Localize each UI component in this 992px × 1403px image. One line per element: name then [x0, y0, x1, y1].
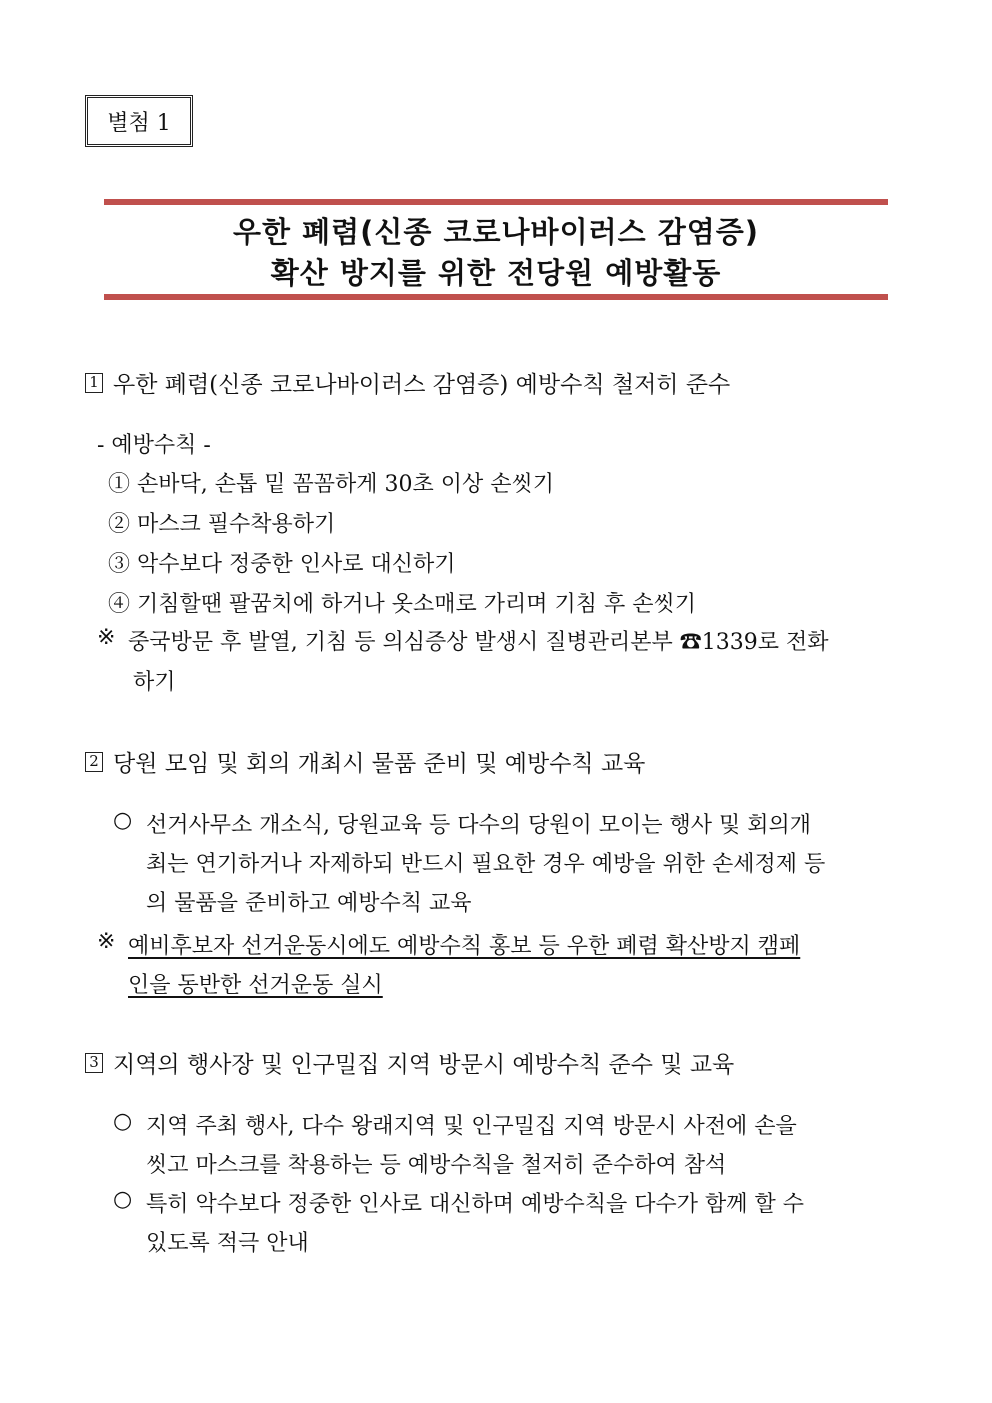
item-line: 씻고 마스크를 착용하는 등 예방수칙을 철저히 준수하여 참석: [146, 1153, 727, 1178]
title-line-1: 우한 폐렴(신종 코로나바이러스 감염증): [232, 215, 760, 249]
rules-sub-label: - 예방수칙 -: [97, 433, 211, 458]
title-top-bar: [104, 199, 888, 205]
rule-item: ② 마스크 필수착용하기: [108, 512, 336, 537]
rule-item: ④ 기침할땐 팔꿈치에 하거나 옷소매로 가리며 기침 후 손씻기: [108, 592, 696, 617]
rule-item: ① 손바닥, 손톱 밑 꼼꼼하게 30초 이상 손씻기: [108, 472, 554, 497]
note-text: 중국방문 후 발열, 기침 등 의심증상 발생시 질병관리본부 ☎1339로 전화: [128, 630, 829, 655]
note-mark: ※: [97, 625, 116, 650]
section-number-box: 2: [85, 752, 103, 772]
item-line: 지역 주최 행사, 다수 왕래지역 및 인구밀집 지역 방문시 사전에 손을: [146, 1114, 797, 1139]
item-line: 있도록 적극 안내: [146, 1231, 309, 1256]
item-line: 최는 연기하거나 자제하되 반드시 필요한 경우 예방을 위한 손세정제 등: [146, 852, 826, 877]
bullet-mark: ○: [113, 808, 133, 833]
section-heading-text: 우한 폐렴(신종 코로나바이러스 감염증) 예방수칙 철저히 준수: [113, 372, 731, 398]
section-number-box: 3: [85, 1053, 103, 1073]
section-1-heading: [85, 366, 730, 399]
title-line-2: 확산 방지를 위한 전당원 예방활동: [270, 256, 722, 290]
item-line: 선거사무소 개소식, 당원교육 등 다수의 당원이 모이는 행사 및 회의개: [146, 813, 811, 838]
section-3-heading: [85, 1046, 734, 1079]
underlined-note-line: 예비후보자 선거운동시에도 예방수칙 홍보 등 우한 폐렴 확산방지 캠페: [128, 934, 801, 959]
section-heading-text: 당원 모임 및 회의 개최시 물품 준비 및 예방수칙 교육: [113, 751, 646, 777]
bullet-mark: ○: [113, 1187, 133, 1212]
rule-item: ③ 악수보다 정중한 인사로 대신하기: [108, 552, 456, 577]
title-bottom-bar: [104, 294, 888, 300]
section-heading-text: 지역의 행사장 및 인구밀집 지역 방문시 예방수칙 준수 및 교육: [113, 1052, 735, 1078]
section-2-heading: [85, 745, 645, 778]
note-mark: ※: [97, 929, 116, 954]
note-line: [128, 625, 906, 656]
item-line: 의 물품을 준비하고 예방수칙 교육: [146, 891, 472, 916]
underlined-note-line: 인을 동반한 선거운동 실시: [128, 973, 383, 998]
section-number-box: 1: [85, 373, 103, 393]
item-line: 특히 악수보다 정중한 인사로 대신하며 예방수칙을 다수가 함께 할 수: [146, 1192, 804, 1217]
note-line-continued: 하기: [133, 670, 176, 695]
attachment-label: 별첨 1: [85, 95, 193, 147]
bullet-mark: ○: [113, 1109, 133, 1134]
